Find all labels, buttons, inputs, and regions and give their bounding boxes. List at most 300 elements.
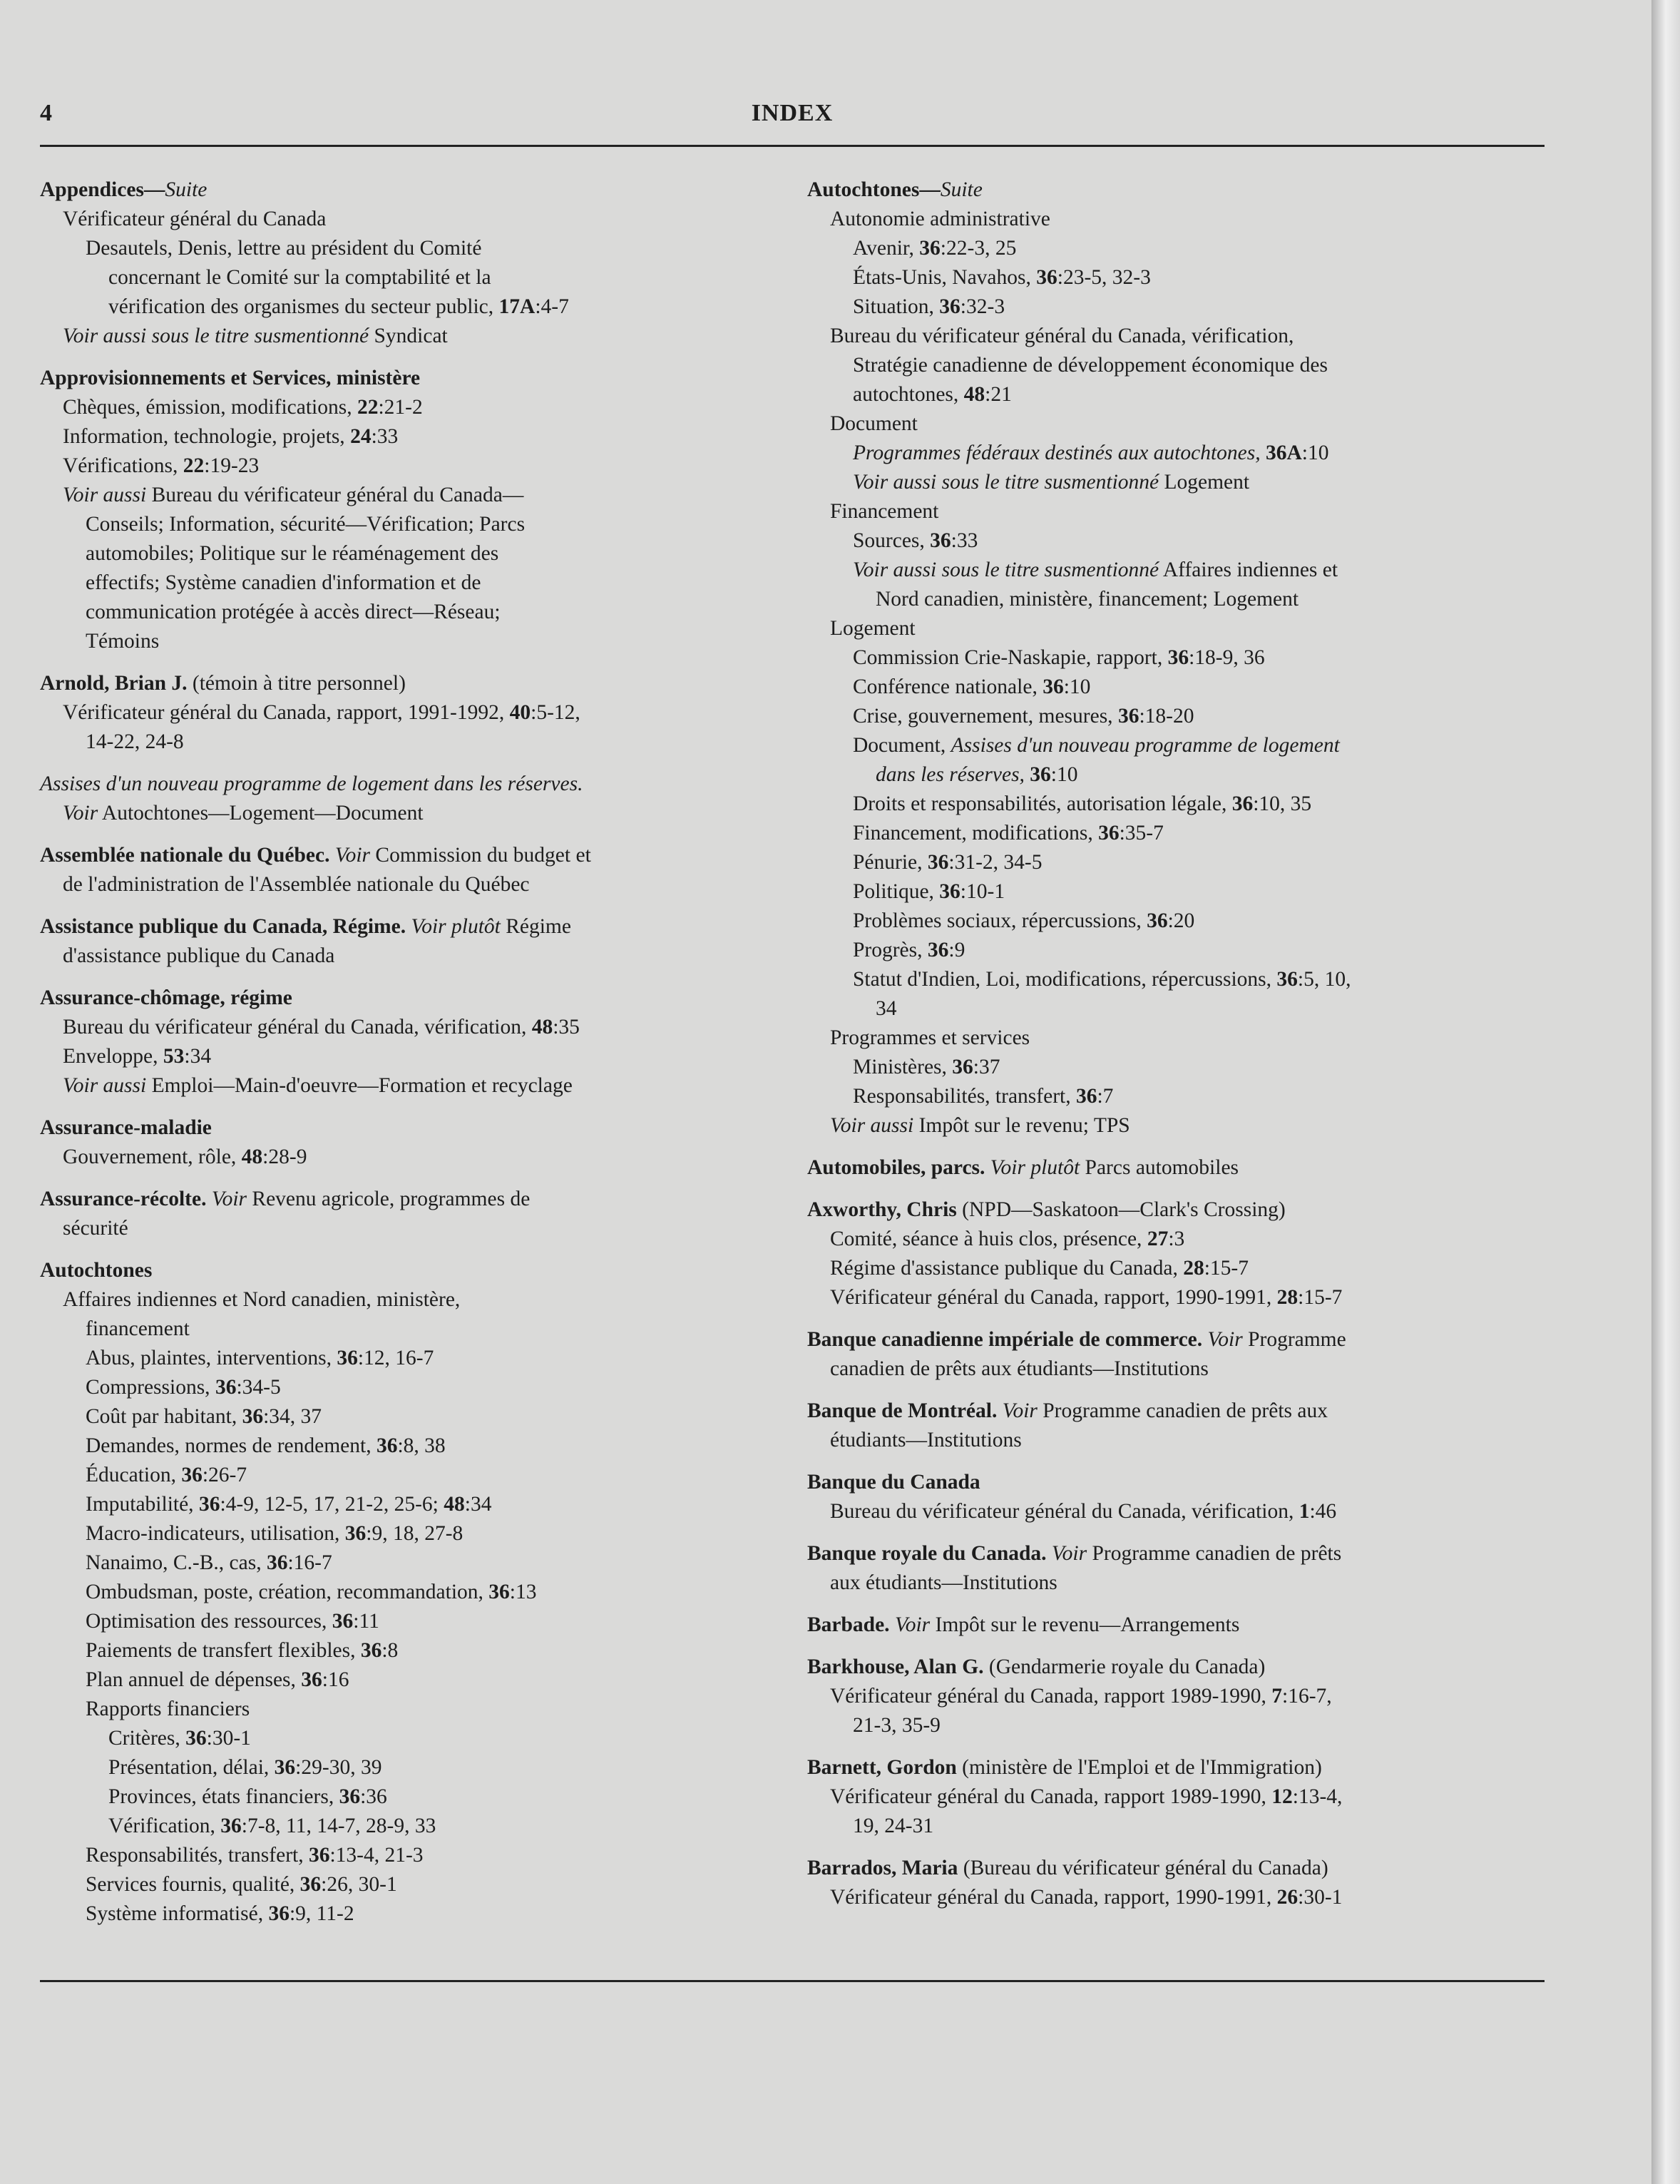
index-text-segment: 36 [930,529,951,552]
index-text-segment: :34 [184,1045,212,1068]
index-entry [807,175,1549,1141]
index-text-segment: :11 [353,1610,379,1633]
index-text-segment: 36 [1231,792,1254,815]
index-text-segment: :36 [360,1785,387,1808]
index-text-segment: :19-23 [204,454,260,477]
index-text-segment: 48 [444,1493,465,1516]
index-text-segment: 36 [181,1464,203,1486]
index-text-segment: Approvisionnements et Services, ministère [40,367,421,389]
index-text-segment: Autochtones—Logement—Document [98,802,424,825]
index-entry [807,1653,1549,1740]
index-subentry-line [807,526,1549,556]
index-column-right [807,175,1549,1925]
index-text-segment: Assurance-récolte. [40,1188,207,1210]
index-entry [807,1325,1549,1384]
index-text-segment: :4-7 [535,295,569,318]
index-entry [40,175,774,351]
index-text-segment: :13-4, [1292,1785,1343,1808]
index-subentry-line [40,322,774,351]
index-text-segment [1261,442,1266,464]
index-heading-line [40,984,774,1013]
index-subentry-line [40,292,774,322]
index-text-segment: 36 [274,1756,296,1779]
index-text-segment: Impôt sur le revenu—Arrangements [930,1613,1240,1636]
index-text-segment: Barbade. [807,1613,890,1636]
index-text-segment: 36 [927,851,949,874]
index-subentry-line [807,1354,1549,1384]
index-text-segment: 36A [1265,442,1302,464]
index-text-segment: 36 [1167,646,1189,669]
index-text-segment: Arnold, Brian J. [40,672,188,695]
index-text-segment: Axworthy, Chris [807,1198,957,1221]
index-text-segment: Vérificateur général du Canada [63,208,327,230]
index-text-segment: Pénurie, [853,851,928,874]
index-subentry-line [807,292,1549,322]
index-text-segment: Voir aussi [63,1074,147,1097]
index-subentry-line [40,1548,774,1578]
index-text-segment: 12 [1271,1785,1293,1808]
index-text-segment: Bureau du vérificateur général du Canada, vérification, [63,1016,532,1039]
index-subentry-line [807,234,1549,263]
index-text-segment: Voir [1002,1399,1038,1422]
index-entry [807,1153,1549,1183]
index-text-segment: Stratégie canadienne de développement économique des [853,354,1328,377]
index-text-segment: Problèmes sociaux, répercussions, [853,909,1147,932]
index-text-segment: Vérificateur général du Canada, rapport 1989-1990, [830,1685,1272,1708]
index-subentry-line [807,1883,1549,1912]
index-subentry-line [40,568,774,598]
index-subentry-line [807,1711,1549,1740]
index-subentry-line [807,848,1549,877]
index-text-segment: Banque canadienne impériale de commerce. [807,1328,1203,1351]
index-text-segment: 22 [357,396,379,419]
index-heading-line [807,1539,1549,1568]
index-text-segment: :9, 11-2 [289,1902,354,1925]
index-text-segment: Imputabilité, [86,1493,199,1516]
index-text-segment: Conseils; Information, sécurité—Vérification; Parcs [86,513,526,536]
index-text-segment: 48 [531,1016,553,1039]
index-text-segment: 36 [360,1639,382,1662]
index-text-segment: :10, 35 [1253,792,1312,815]
index-text-segment: Logement [1159,471,1250,494]
index-text-segment: Vérificateur général du Canada, rapport, 1991-1992, [63,701,510,724]
index-text-segment: Suite [940,178,983,201]
index-subentry-line [807,351,1549,380]
index-entry [40,984,774,1101]
index-text-segment: :46 [1309,1500,1337,1523]
index-subentry-line [807,497,1549,526]
index-text-segment: Gouvernement, rôle, [63,1145,242,1168]
index-text-segment: 36 [301,1668,322,1691]
index-text-segment: Voir aussi sous le titre susmentionné [853,471,1159,494]
index-subentry-line [40,1899,774,1929]
index-text-segment: Assistance publique du Canada, Régime. [40,915,406,938]
index-text-segment: :15-7 [1298,1286,1343,1309]
index-text-segment: Financement, modifications, [853,822,1099,844]
index-subentry-line [807,439,1549,468]
index-column-left [40,175,774,1941]
index-text-segment [985,1156,990,1179]
index-text-segment: :18-9, 36 [1189,646,1265,669]
index-subentry-line [807,936,1549,965]
index-subentry-line [40,1870,774,1899]
index-subentry-line [40,1373,774,1402]
index-text-segment: Barkhouse, Alan G. [807,1655,984,1678]
index-text-segment: Enveloppe, [63,1045,163,1068]
index-text-segment: :16 [322,1668,349,1691]
index-entry [40,1256,774,1929]
index-text-segment [1047,1542,1052,1565]
index-text-segment: 28 [1276,1286,1299,1309]
running-title: INDEX [751,100,834,126]
index-subentry-line [40,1665,774,1695]
index-text-segment: Suite [165,178,208,201]
index-heading-line [807,1468,1549,1497]
index-text-segment: automobiles; Politique sur le réaménagement des [86,542,499,565]
footer-rule [40,1980,1545,1982]
index-text-segment: 36 [488,1581,510,1603]
index-text-segment: 24 [350,425,372,448]
index-entry [40,669,774,757]
index-text-segment: :10-1 [960,880,1005,903]
index-text-segment: :15-7 [1204,1257,1249,1280]
index-text-segment: Voir plutôt [411,915,501,938]
index-text-segment: Situation, [853,295,940,318]
index-text-segment: financement [86,1317,190,1340]
index-text-segment: États-Unis, Navahos, [853,266,1037,289]
index-subentry-line [40,1812,774,1841]
index-heading-line [807,1653,1549,1682]
index-text-segment: Programme canadien de prêts [1087,1542,1342,1565]
index-subentry-line [40,539,774,568]
index-subentry-line [807,1225,1549,1254]
index-subentry-line [40,205,774,234]
index-text-segment: Statut d'Indien, Loi, modifications, répercussions, [853,968,1277,991]
index-text-segment: 22 [183,454,205,477]
index-subentry-line [40,1607,774,1636]
index-text-segment: Appendices— [40,178,165,201]
index-subentry-line [807,1782,1549,1812]
index-text-segment: 36 [308,1844,330,1867]
index-subentry-line [807,1024,1549,1053]
index-entry [807,1397,1549,1455]
index-text-segment: (témoin à titre personnel) [187,672,406,695]
index-text-segment: 34 [876,997,897,1020]
index-text-segment: 36 [1036,266,1057,289]
index-subentry-line [40,1753,774,1782]
index-text-segment [329,844,334,867]
index-text-segment: Vérification, [108,1815,221,1837]
index-subentry-line [807,1283,1549,1312]
index-subentry-line [40,799,774,828]
index-subentry-line [807,1812,1549,1841]
index-text-segment: Sources, [853,529,931,552]
index-text-segment: :13-4, 21-3 [329,1844,424,1867]
index-subentry-line [807,760,1549,790]
index-text-segment: Témoins [86,630,160,653]
index-text-segment: :7 [1097,1085,1114,1108]
index-text-segment: Voir aussi sous le titre susmentionné [63,325,369,347]
index-text-segment: :10 [1063,675,1091,698]
index-text-segment: Conférence nationale, [853,675,1043,698]
index-text-segment: Assises d'un nouveau programme de logement dans les réserves. [40,772,583,795]
index-text-segment: Programme canadien de prêts aux [1037,1399,1328,1422]
index-text-segment: Politique, [853,880,940,903]
index-entry [40,841,774,899]
index-text-segment: Demandes, normes de rendement, [86,1434,377,1457]
index-heading-line [807,1611,1549,1640]
index-subentry-line [40,1695,774,1724]
index-text-segment: Voir [1207,1328,1243,1351]
index-text-segment: :13 [509,1581,537,1603]
index-subentry-line [40,1519,774,1548]
index-text-segment: 48 [241,1145,263,1168]
index-text-segment: de l'administration de l'Assemblée nationale du Québec [63,873,530,896]
index-subentry-line [807,322,1549,351]
index-text-segment: Barrados, Maria [807,1857,958,1879]
index-subentry-line [807,965,1549,994]
index-text-segment: Document [830,412,918,435]
index-text-segment: Voir [1051,1542,1087,1565]
index-text-segment: Barnett, Gordon [807,1756,957,1779]
index-subentry-line [40,1214,774,1243]
index-text-segment: Optimisation des ressources, [86,1610,332,1633]
index-text-segment: Ministères, [853,1056,953,1078]
index-subentry-line [40,510,774,539]
index-text-segment: Banque du Canada [807,1471,980,1494]
index-text-segment: :30-1 [1298,1886,1343,1909]
index-text-segment: :34-5 [236,1376,281,1399]
index-text-segment: :10 [1050,763,1078,786]
index-text-segment: Nanaimo, C.-B., cas, [86,1551,267,1574]
index-text-segment: Voir plutôt [990,1156,1080,1179]
index-heading-line [807,1753,1549,1782]
index-text-segment: 21-3, 35-9 [853,1714,941,1737]
index-entry [807,1539,1549,1598]
index-text-segment: sécurité [63,1217,128,1240]
index-subentry-line [40,1578,774,1607]
index-text-segment [890,1613,895,1636]
index-text-segment: Programme [1242,1328,1346,1351]
index-subentry-line [40,393,774,422]
index-text-segment: 36 [266,1551,288,1574]
index-text-segment: Plan annuel de dépenses, [86,1668,302,1691]
index-heading-line [40,364,774,393]
index-text-segment: 36 [215,1376,237,1399]
index-text-segment: Vérificateur général du Canada, rapport 1989-1990, [830,1785,1272,1808]
index-text-segment: Commission Crie-Naskapie, rapport, [853,646,1168,669]
index-subentry-line [40,1461,774,1490]
index-text-segment: Commission du budget et [370,844,591,867]
index-text-segment: Services fournis, qualité, [86,1873,300,1896]
index-subentry-line [40,1402,774,1432]
index-text-segment: 28 [1183,1257,1204,1280]
index-text-segment: 7 [1271,1685,1283,1708]
index-text-segment: Syndicat [369,325,448,347]
index-heading-line [40,1256,774,1285]
index-subentry-line [807,643,1549,673]
index-text-segment: Revenu agricole, programmes de [247,1188,531,1210]
page-number: 4 [40,100,52,126]
index-text-segment: Avenir, [853,237,920,260]
index-text-segment: Affaires indiennes et Nord canadien, ministère, [63,1288,461,1311]
index-subentry-line [807,1082,1549,1111]
index-subentry-line [807,790,1549,819]
index-text-segment: :20 [1167,909,1195,932]
index-text-segment: Bureau du vérificateur général du Canada— [146,484,524,506]
index-subentry-line [807,380,1549,409]
index-text-segment: Assurance-chômage, régime [40,986,292,1009]
index-heading-line [807,1153,1549,1183]
index-text-segment: Programmes fédéraux destinés aux autochtones, [853,442,1261,464]
index-text-segment: 26 [1276,1886,1299,1909]
index-subentry-line [40,451,774,481]
index-text-segment: Impôt sur le revenu; TPS [913,1114,1130,1137]
index-text-segment: Chèques, émission, modifications, [63,396,357,419]
index-text-segment: (Bureau du vérificateur général du Canada) [958,1857,1328,1879]
index-text-segment: vérification des organismes du secteur public, [108,295,499,318]
index-text-segment: Nord canadien, ministère, financement; Logement [876,588,1299,611]
index-text-segment: :16-7, [1282,1685,1332,1708]
index-text-segment: Progrès, [853,939,928,961]
index-text-segment: :18-20 [1139,705,1194,728]
index-text-segment: Paiements de transfert flexibles, [86,1639,361,1662]
index-text-segment: Responsabilités, transfert, [853,1085,1076,1108]
index-text-segment: 36 [220,1815,242,1837]
index-text-segment: :22-3, 25 [940,237,1017,260]
index-text-segment: 36 [1075,1085,1097,1108]
index-subentry-line [40,1285,774,1315]
index-text-segment: Autochtones [40,1259,153,1282]
index-text-segment: :35 [553,1016,580,1039]
index-text-segment: Banque de Montréal. [807,1399,998,1422]
index-text-segment: Logement [830,617,916,640]
index-text-segment: Ombudsman, poste, création, recommandation, [86,1581,489,1603]
index-text-segment: d'assistance publique du Canada [63,944,335,967]
index-entry [807,1611,1549,1640]
index-subentry-line [807,556,1549,585]
index-subentry-line [40,1490,774,1519]
index-text-segment: étudiants—Institutions [830,1429,1022,1451]
index-entry [40,912,774,971]
index-text-segment: 14-22, 24-8 [86,730,184,753]
index-heading-line [40,841,774,870]
index-entry [807,1753,1549,1841]
index-text-segment: 36 [1098,822,1120,844]
index-subentry-line [40,1432,774,1461]
index-entry [807,1854,1549,1912]
index-subentry-line [40,263,774,292]
index-subentry-line [807,585,1549,614]
index-text-segment: :9, 18, 27-8 [366,1522,463,1545]
index-heading-line [807,1325,1549,1354]
index-text-segment: :34, 37 [263,1405,322,1428]
index-subentry-line [807,702,1549,731]
index-subentry-line [40,728,774,757]
index-subentry-line [40,422,774,451]
index-text-segment: 36 [1117,705,1139,728]
index-text-segment: canadien de prêts aux étudiants—Institutions [830,1357,1209,1380]
index-heading-line [40,669,774,698]
index-text-segment: communication protégée à accès direct—Réseau; [86,601,501,623]
index-subentry-line [807,468,1549,497]
index-text-segment: (ministère de l'Emploi et de l'Immigration) [956,1756,1322,1779]
index-heading-line [40,175,774,205]
index-text-segment: :21-2 [378,396,423,419]
index-subentry-line [40,1344,774,1373]
index-text-segment: Rapports financiers [86,1698,250,1720]
index-heading-line [40,770,774,799]
index-text-segment: 48 [963,383,985,406]
index-text-segment: :21 [985,383,1012,406]
header-rule [40,145,1545,147]
index-text-segment: :35-7 [1119,822,1164,844]
index-text-segment: 36 [919,237,941,260]
index-subentry-line [40,698,774,728]
index-text-segment: :33 [371,425,399,448]
index-text-segment: Parcs automobiles [1080,1156,1239,1179]
index-text-segment: Régime [500,915,571,938]
index-text-segment: 36 [1043,675,1064,698]
index-subentry-line [807,1497,1549,1526]
index-subentry-line [807,205,1549,234]
index-subentry-line [807,1254,1549,1283]
index-text-segment: Voir aussi [830,1114,914,1137]
index-text-segment: 19, 24-31 [853,1815,934,1837]
index-subentry-line [40,1841,774,1870]
index-text-segment: 40 [509,701,531,724]
index-subentry-line [40,481,774,510]
index-text-segment: :31-2, 34-5 [948,851,1043,874]
index-text-segment: :26-7 [202,1464,247,1486]
index-entry [40,364,774,656]
index-text-segment: Droits et responsabilités, autorisation légale, [853,792,1232,815]
index-text-segment: :3 [1168,1228,1185,1250]
index-text-segment: 36 [242,1405,264,1428]
index-text-segment: Système informatisé, [86,1902,269,1925]
index-text-segment: Voir aussi [63,484,147,506]
index-text-segment: Affaires indiennes et [1159,558,1338,581]
index-text-segment: Voir [211,1188,247,1210]
index-text-segment: 36 [332,1610,354,1633]
index-text-segment: Automobiles, parcs. [807,1156,985,1179]
index-text-segment: 36 [376,1434,398,1457]
index-subentry-line [807,907,1549,936]
index-text-segment: 36 [268,1902,290,1925]
index-text-segment: effectifs; Système canadien d'information et de [86,571,481,594]
index-text-segment: :7-8, 11, 14-7, 28-9, 33 [241,1815,436,1837]
index-text-segment: 36 [198,1493,220,1516]
index-text-segment: Banque royale du Canada. [807,1542,1047,1565]
index-text-segment: :8 [381,1639,399,1662]
index-text-segment: Bureau du vérificateur général du Canada, vérification, [830,1500,1299,1523]
page-header [40,100,1545,143]
book-spine-edge [1651,0,1680,2184]
index-text-segment: :4-9, 12-5, 17, 21-2, 25-6; [220,1493,444,1516]
index-entry [807,1195,1549,1312]
index-text-segment: Voir aussi sous le titre susmentionné [853,558,1159,581]
index-text-segment: 36 [339,1785,361,1808]
index-text-segment: 17A [498,295,536,318]
index-text-segment: Emploi—Main-d'oeuvre—Formation et recyclage [146,1074,573,1097]
index-subentry-line [807,673,1549,702]
index-subentry-line [807,1111,1549,1141]
index-subentry-line [40,942,774,971]
index-heading-line [807,1397,1549,1426]
index-text-segment: Vérifications, [63,454,183,477]
index-subentry-line [807,1682,1549,1711]
index-subentry-line [807,614,1549,643]
